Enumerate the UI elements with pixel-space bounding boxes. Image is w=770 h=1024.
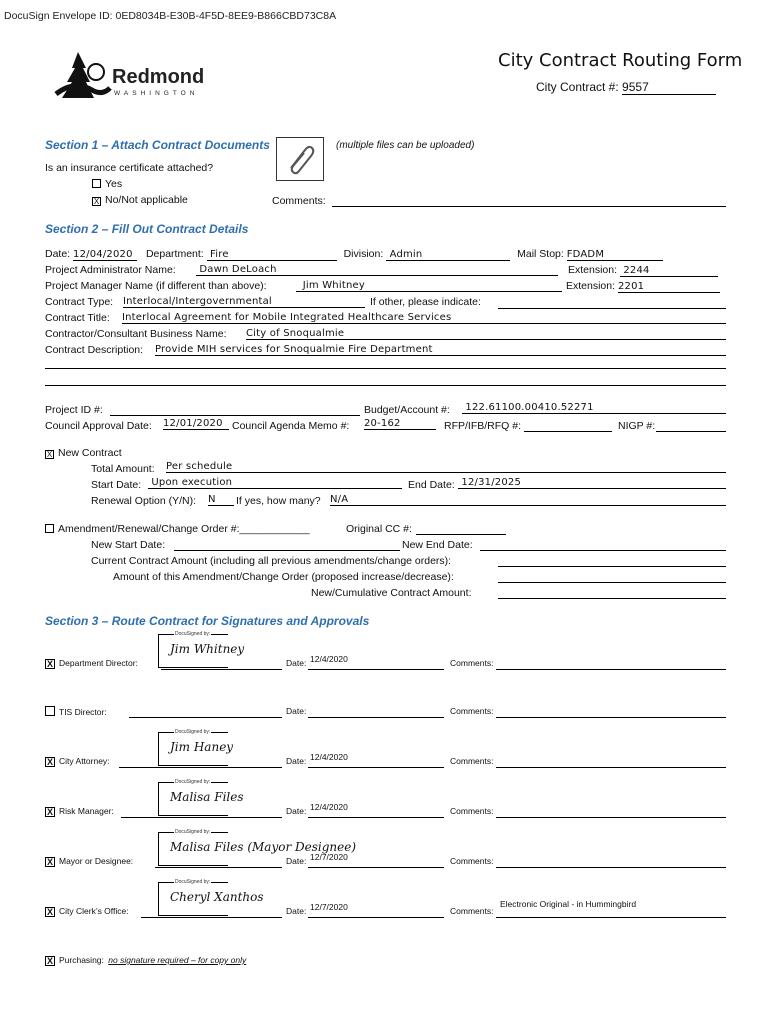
type-label: Contract Type: [45,296,114,308]
date-row: Date: 12/04/2020 Department: Fire Division: Admin Mail Stop: FDADM [45,248,663,261]
cumulative-label: New/Cumulative Contract Amount: [311,587,472,599]
department-field[interactable]: Fire [207,249,337,261]
new-contract-checkbox[interactable]: X [46,450,53,459]
comments-field[interactable] [496,867,726,868]
desc-field[interactable]: Provide MIH services for Snoqualmie Fire Department [155,344,726,356]
howmany-field[interactable]: N/A [330,494,726,506]
signature-image: Malisa Files (Mayor Designee) [170,840,357,854]
budget-label: Budget/Account #: [364,404,450,416]
ext2-field[interactable]: 2201 [618,281,720,293]
newstart-field[interactable] [174,550,400,551]
logo-name: Redmond [112,66,205,88]
approver-checkbox[interactable]: X [46,659,53,669]
approver-label: X Mayor or Designee: [46,856,134,867]
total-field[interactable]: Per schedule [166,461,726,473]
start-label: Start Date: [91,479,142,491]
envelope-id: DocuSign Envelope ID: 0ED8034B-E30B-4F5D-8EE9-B866CBD73C8A [4,10,337,22]
docusigned-caption: DocuSigned by: [175,631,211,637]
purchasing-note: no signature required – for copy only [108,955,247,965]
date-label: Date: [286,706,307,716]
date-label: Date: [286,806,307,816]
renew-label: Renewal Option (Y/N): [91,495,197,507]
comments-label: Comments: [450,806,494,816]
nigp-label: NIGP #: [618,420,656,432]
renew-field[interactable]: N [208,494,234,506]
section1-comments-label: Comments: [272,195,326,207]
purchasing-checkbox[interactable]: X [46,956,53,966]
approval-date: 12/4/2020 [310,752,348,762]
comments-field[interactable] [496,817,726,818]
new-contract-option[interactable]: X New Contract [46,447,122,459]
council-label: Council Approval Date: [45,420,152,432]
approver-label: X Department Director: [46,658,138,669]
current-amount-field[interactable] [498,566,726,567]
approver-label: X City Clerk’s Office: [46,906,129,917]
nigp-field[interactable] [656,431,726,432]
projid-label: Project ID #: [45,404,103,416]
title-label: Contract Title: [45,312,110,324]
section1-title: Section 1 – Attach Contract Documents [45,138,270,152]
docusigned-caption: DocuSigned by: [175,779,211,785]
current-amount-label: Current Contract Amount (including all previous amendments/change orders): [91,555,452,567]
newstart-label: New Start Date: [91,539,166,551]
approval-date-field[interactable] [308,817,444,818]
comments-label: Comments: [450,906,494,916]
approval-date: 12/4/2020 [310,802,348,812]
total-label: Total Amount: [91,463,155,475]
amendment-amount-label: Amount of this Amendment/Change Order (proposed increase/decrease): [113,571,454,583]
multiple-files-note: (multiple files can be uploaded) [336,140,475,151]
comments-label: Comments: [450,706,494,716]
approval-date: 12/7/2020 [310,902,348,912]
redmond-logo-icon [52,50,112,102]
date-field[interactable]: 12/04/2020 [73,249,137,261]
approver-checkbox[interactable]: X [46,807,53,817]
origcc-field[interactable] [416,534,506,535]
contract-number-value[interactable]: 9557 [622,80,716,95]
end-label: End Date: [408,479,455,491]
ext1-field[interactable]: 2244 [620,265,718,277]
section1-comments-field[interactable] [332,206,726,207]
date-label: Date: [286,756,307,766]
signature-image: Jim Haney [170,740,234,754]
signature-field[interactable] [141,917,282,918]
desc-line-2[interactable] [45,368,726,369]
approver-label: X Risk Manager: [46,806,114,817]
section3-title: Section 3 – Route Contract for Signatures and Approvals [45,614,370,628]
newend-field[interactable] [480,550,726,551]
yes-checkbox[interactable] [92,179,101,188]
mailstop-field[interactable]: FDADM [567,249,663,261]
signature-image: Cheryl Xanthos [170,890,264,904]
date-label: Date: [286,658,307,668]
howmany-label: If yes, how many? [236,495,321,507]
admin-label: Project Administrator Name: [45,264,176,276]
other-label: If other, please indicate: [370,296,481,308]
origcc-label: Original CC #: [346,523,412,535]
approval-date: 12/4/2020 [310,654,348,664]
approval-date-field[interactable] [308,917,444,918]
comments-field[interactable] [496,767,726,768]
agenda-label: Council Agenda Memo #: [232,420,350,432]
comments-label: Comments: [450,856,494,866]
approver-checkbox[interactable] [45,706,55,716]
signature-field[interactable] [119,767,282,768]
approval-date-field[interactable] [308,717,444,718]
agenda-field[interactable]: 20-162 [364,418,436,430]
contract-number-label: City Contract #: [536,80,619,94]
insurance-yes[interactable]: Yes [92,178,122,190]
comments-field[interactable] [496,669,726,670]
pm-label: Project Manager Name (if different than above): [45,280,267,292]
type-field[interactable]: Interlocal/Intergovernmental [123,296,365,308]
title-field[interactable]: Interlocal Agreement for Mobile Integrated Healthcare Services [122,312,726,324]
council-date-field[interactable]: 12/01/2020 [163,418,229,430]
paperclip-icon [277,138,323,180]
desc-label: Contract Description: [45,344,144,356]
no-checkbox[interactable]: X [93,197,100,206]
attach-button[interactable] [276,137,324,181]
ext2-row: Extension: 2201 [566,280,720,293]
amendment-amount-field[interactable] [498,582,726,583]
admin-field[interactable]: Dawn DeLoach [196,264,558,276]
pm-field[interactable]: Jim Whitney [296,280,562,292]
comments-label: Comments: [450,756,494,766]
form-title: City Contract Routing Form [498,50,743,71]
logo-sub: WASHINGTON [114,90,199,97]
signature-image: Jim Whitney [170,642,245,656]
contract-number-row [536,80,716,95]
rfp-field[interactable] [524,431,612,432]
comments-field[interactable] [496,717,726,718]
signature-field[interactable] [161,669,282,670]
comments-label: Comments: [450,658,494,668]
approver-label: X City Attorney: [46,756,110,767]
purchasing-row: X Purchasing: no signature required – for copy only [46,955,247,966]
comment-text: Electronic Original - in Hummingbird [500,899,637,909]
newend-label: New End Date: [402,539,473,551]
approver-checkbox[interactable]: X [46,857,53,867]
consultant-label: Contractor/Consultant Business Name: [45,328,227,340]
rfp-label: RFP/IFB/RFQ #: [444,420,522,432]
end-field[interactable]: 12/31/2025 [458,477,726,489]
budget-field[interactable]: 122.61100.00410.52271 [462,402,726,414]
division-field[interactable]: Admin [386,249,510,261]
date-label: Date: [286,856,307,866]
approval-date-field[interactable] [308,767,444,768]
comments-field[interactable] [496,917,726,918]
date-label: Date: [286,906,307,916]
approval-date-field[interactable] [308,867,444,868]
amendment-checkbox[interactable] [45,524,54,533]
approval-date: 12/7/2020 [310,852,348,862]
docusigned-caption: DocuSigned by: [175,829,211,835]
approver-checkbox[interactable]: X [46,757,53,767]
signature-field[interactable] [121,817,282,818]
ext1-row: Extension: 2244 [568,264,718,277]
cumulative-field[interactable] [498,598,726,599]
consultant-field[interactable]: City of Snoqualmie [246,328,726,340]
projid-field[interactable] [110,415,360,416]
other-field[interactable] [498,308,726,309]
docusigned-caption: DocuSigned by: [175,729,211,735]
signature-image: Malisa Files [170,790,244,804]
insurance-no[interactable]: X No/Not applicable [93,194,188,206]
signature-field[interactable] [129,717,282,718]
approver-label: TIS Director: [45,706,107,717]
start-field[interactable]: Upon execution [148,477,402,489]
desc-line-3[interactable] [45,385,726,386]
approval-date-field[interactable] [308,669,444,670]
approver-checkbox[interactable]: X [46,907,53,917]
signature-field[interactable] [155,867,282,868]
amendment-option[interactable]: Amendment/Renewal/Change Order #:____________ [45,523,310,535]
insurance-question: Is an insurance certificate attached? [45,162,214,174]
section2-title: Section 2 – Fill Out Contract Details [45,222,249,236]
docusigned-caption: DocuSigned by: [175,879,211,885]
